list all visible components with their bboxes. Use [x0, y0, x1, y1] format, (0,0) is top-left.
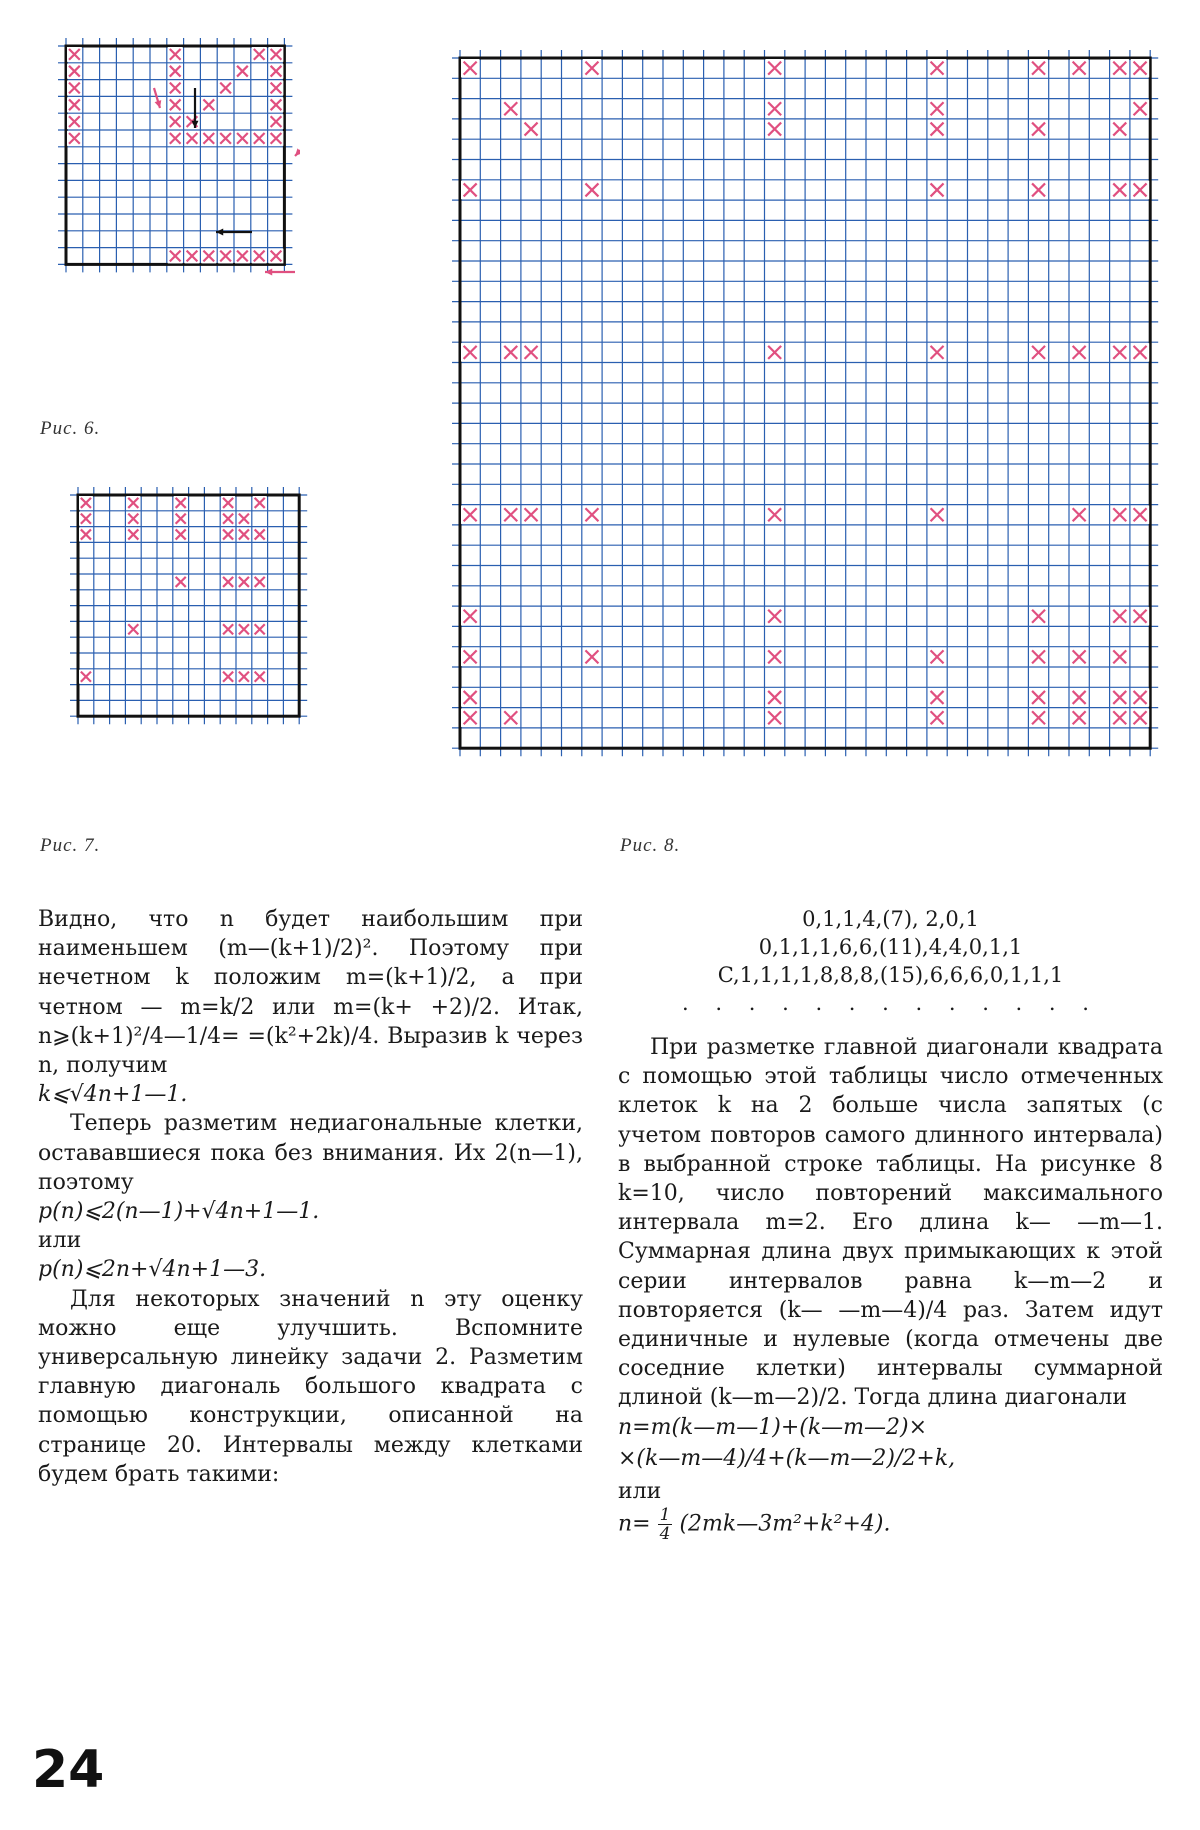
figure-6-caption: Рис. 6. [40, 418, 101, 439]
figure-7-grid [50, 480, 350, 780]
marked-cell [766, 648, 784, 666]
left-column [38, 905, 583, 1489]
paragraph-2: Теперь разметим недиагональные клетки, остававшиеся пока без внимания. Их 2(n—1), поэтому [38, 1111, 583, 1195]
marked-cell [928, 688, 946, 706]
marked-cell [928, 100, 946, 118]
marked-cell [1131, 100, 1149, 118]
interval-row: C,1,1,1,1,8,8,8,(15),6,6,6,0,1,1,1 [717, 963, 1064, 987]
marked-cell [928, 343, 946, 361]
marked-cell [461, 709, 479, 727]
marked-cell [253, 622, 267, 636]
marked-cell [67, 64, 82, 79]
marked-cell [928, 709, 946, 727]
marked-cell [461, 181, 479, 199]
figure-6-grid [50, 30, 300, 280]
marked-cell [928, 648, 946, 666]
marked-cell [1111, 59, 1129, 77]
marked-cell [221, 575, 235, 589]
marked-cell [1029, 181, 1047, 199]
interval-dots: . . . . . . . . . . . . . [682, 991, 1099, 1015]
marked-cell [237, 622, 251, 636]
marked-cell [928, 120, 946, 138]
fraction-denominator: 4 [659, 1524, 671, 1545]
marked-cell [221, 622, 235, 636]
page-number: 24 [32, 1740, 105, 1800]
marked-cell [461, 648, 479, 666]
marked-cell [269, 114, 284, 129]
formula-diagonal-b: ×(k—m—4)/4+(k—m—2)/2+k, [618, 1445, 956, 1471]
marked-cell [201, 249, 216, 264]
marked-cell [766, 607, 784, 625]
marked-cell [502, 343, 520, 361]
marked-cell [252, 249, 267, 264]
marked-cell [1111, 709, 1129, 727]
marked-cell [1111, 506, 1129, 524]
marked-cell [461, 343, 479, 361]
arrow [192, 88, 199, 128]
marked-cell [126, 528, 140, 542]
marked-cell [583, 59, 601, 77]
marked-cell [583, 648, 601, 666]
marked-cell [79, 512, 93, 526]
interval-row: 0,1,1,1,6,6,(11),4,4,0,1,1 [758, 935, 1023, 959]
marked-cell [79, 496, 93, 510]
marked-cell [1070, 648, 1088, 666]
marked-cell [67, 81, 82, 96]
marked-cell [168, 131, 183, 146]
marked-cell [1029, 688, 1047, 706]
formula-p-bound-1: p(n)⩽2(n—1)+√4n+1—1. [38, 1199, 320, 1225]
marked-cell [1029, 709, 1047, 727]
marked-cell [174, 575, 188, 589]
marked-cell [67, 114, 82, 129]
marked-cell [461, 607, 479, 625]
figure-6 [50, 30, 300, 280]
fraction [658, 1506, 673, 1543]
marked-cell [1070, 59, 1088, 77]
arrow [265, 269, 295, 276]
arrow [295, 130, 300, 156]
right-column [618, 905, 1163, 1543]
marked-cell [522, 343, 540, 361]
marked-cell [502, 506, 520, 524]
paragraph-4: При разметке главной диагонали квадрата с помощью этой таблицы число отмеченных клеток k на 2 больше числа запятых (с учетом повторов самого длинного интервала) в выбранной строке таблицы. На рисунке 8 k=10, число повторений максимального интервала m=2. Его длина k— —m—1. Суммарная длина двух примыкающих к этой серии интервалов равна k—m—2 и повторяется (k— —m—4)/4 раз. Затем идут единичные и нулевые (когда отмечены две соседние клетки) интервалы суммарной длиной (k—m—2)/2. Тогда длина диагонали [618, 1035, 1163, 1411]
marked-cell [218, 131, 233, 146]
marked-cell [235, 131, 250, 146]
marked-cell [766, 120, 784, 138]
marked-cell [237, 575, 251, 589]
interval-row: 0,1,1,4,(7), 2,0,1 [802, 907, 979, 931]
or-text-1: или [38, 1228, 82, 1254]
marked-cell [583, 181, 601, 199]
marked-cell [1111, 607, 1129, 625]
formula-rhs: (2mk—3m²+k²+4). [679, 1511, 891, 1537]
figure-7 [50, 480, 350, 780]
marked-cell [766, 506, 784, 524]
marked-cell [269, 131, 284, 146]
marked-cell [269, 47, 284, 62]
marked-cell [168, 97, 183, 112]
formula-p-bound-2: p(n)⩽2n+√4n+1—3. [38, 1257, 267, 1283]
marked-cell [237, 670, 251, 684]
marked-cell [174, 512, 188, 526]
marked-cell [67, 47, 82, 62]
marked-cell [79, 528, 93, 542]
marked-cell [1070, 343, 1088, 361]
marked-cell [928, 506, 946, 524]
marked-cell [1111, 648, 1129, 666]
marked-cell [201, 131, 216, 146]
marked-cell [126, 622, 140, 636]
figure-8 [447, 45, 1187, 775]
marked-cell [1131, 607, 1149, 625]
marked-cell [269, 249, 284, 264]
marked-cell [221, 528, 235, 542]
marked-cell [235, 249, 250, 264]
marked-cell [67, 97, 82, 112]
marked-cell [766, 59, 784, 77]
paragraph-3: Для некоторых значений n эту оценку можно еще улучшить. Вспомните универсальную линейку задачи 2. Разметим главную диагональ большого квадрата с помощью конструкции, описанной на странице 20. Интервалы между клетками будем брать такими: [38, 1286, 583, 1487]
marked-cell [185, 131, 200, 146]
marked-cell [1029, 607, 1047, 625]
marked-cell [79, 670, 93, 684]
marked-cell [253, 528, 267, 542]
marked-cell [1131, 343, 1149, 361]
formula-lhs: n= [618, 1511, 651, 1537]
formula-diagonal-a: n=m(k—m—1)+(k—m—2)× [618, 1414, 928, 1440]
marked-cell [766, 709, 784, 727]
marked-cell [461, 688, 479, 706]
marked-cell [252, 131, 267, 146]
marked-cell [201, 97, 216, 112]
or-text-2: или [618, 1479, 662, 1505]
marked-cell [928, 59, 946, 77]
marked-cell [252, 47, 267, 62]
formula-k-bound: k⩽√4n+1—1. [38, 1082, 188, 1108]
marked-cell [237, 528, 251, 542]
marked-cell [1131, 688, 1149, 706]
marked-cell [269, 64, 284, 79]
arrow [154, 88, 161, 108]
marked-cell [1131, 506, 1149, 524]
marked-cell [1070, 506, 1088, 524]
marked-cell [1131, 709, 1149, 727]
marked-cell [1029, 648, 1047, 666]
marked-cell [1029, 120, 1047, 138]
marked-cell [1111, 181, 1129, 199]
marked-cell [168, 64, 183, 79]
marked-cell [168, 114, 183, 129]
marked-cell [174, 528, 188, 542]
marked-cell [185, 249, 200, 264]
marked-cell [461, 506, 479, 524]
formula-diagonal-final [618, 1506, 1163, 1543]
fraction-numerator: 1 [659, 1505, 671, 1526]
marked-cell [253, 575, 267, 589]
marked-cell [766, 343, 784, 361]
marked-cell [253, 496, 267, 510]
interval-table [618, 905, 1163, 1017]
marked-cell [221, 496, 235, 510]
figure-8-grid [447, 45, 1187, 775]
marked-cell [502, 100, 520, 118]
marked-cell [237, 512, 251, 526]
marked-cell [235, 64, 250, 79]
marked-cell [1111, 343, 1129, 361]
marked-cell [67, 131, 82, 146]
marked-cell [126, 512, 140, 526]
marked-cell [168, 47, 183, 62]
marked-cell [1131, 59, 1149, 77]
marked-cell [269, 97, 284, 112]
marked-cell [269, 81, 284, 96]
figure-8-caption: Рис. 8. [620, 835, 681, 856]
marked-cell [766, 100, 784, 118]
figure-7-caption: Рис. 7. [40, 835, 101, 856]
marked-cell [1070, 688, 1088, 706]
marked-cell [253, 670, 267, 684]
marked-cell [221, 512, 235, 526]
paragraph-1: Видно, что n будет наибольшим при наименьшем (m—(k+1)/2)². Поэтому при нечетном k положим m=(k+1)/2, а при четном — m=k/2 или m=(k+ +2)/2. Итак, n⩾(k+1)²/4—1/4= =(k²+2k)/4. Выразив k через n, получим [38, 907, 583, 1079]
marked-cell [1029, 343, 1047, 361]
marked-cell [218, 81, 233, 96]
marked-cell [928, 181, 946, 199]
marked-cell [221, 670, 235, 684]
marked-cell [174, 496, 188, 510]
marked-cell [168, 81, 183, 96]
marked-cell [1131, 181, 1149, 199]
marked-cell [522, 120, 540, 138]
marked-cell [168, 249, 183, 264]
marked-cell [1111, 120, 1129, 138]
marked-cell [126, 496, 140, 510]
marked-cell [1070, 709, 1088, 727]
marked-cell [1111, 688, 1129, 706]
marked-cell [522, 506, 540, 524]
marked-cell [1029, 59, 1047, 77]
marked-cell [461, 59, 479, 77]
marked-cell [218, 249, 233, 264]
marked-cell [766, 688, 784, 706]
marked-cell [583, 506, 601, 524]
marked-cell [502, 709, 520, 727]
